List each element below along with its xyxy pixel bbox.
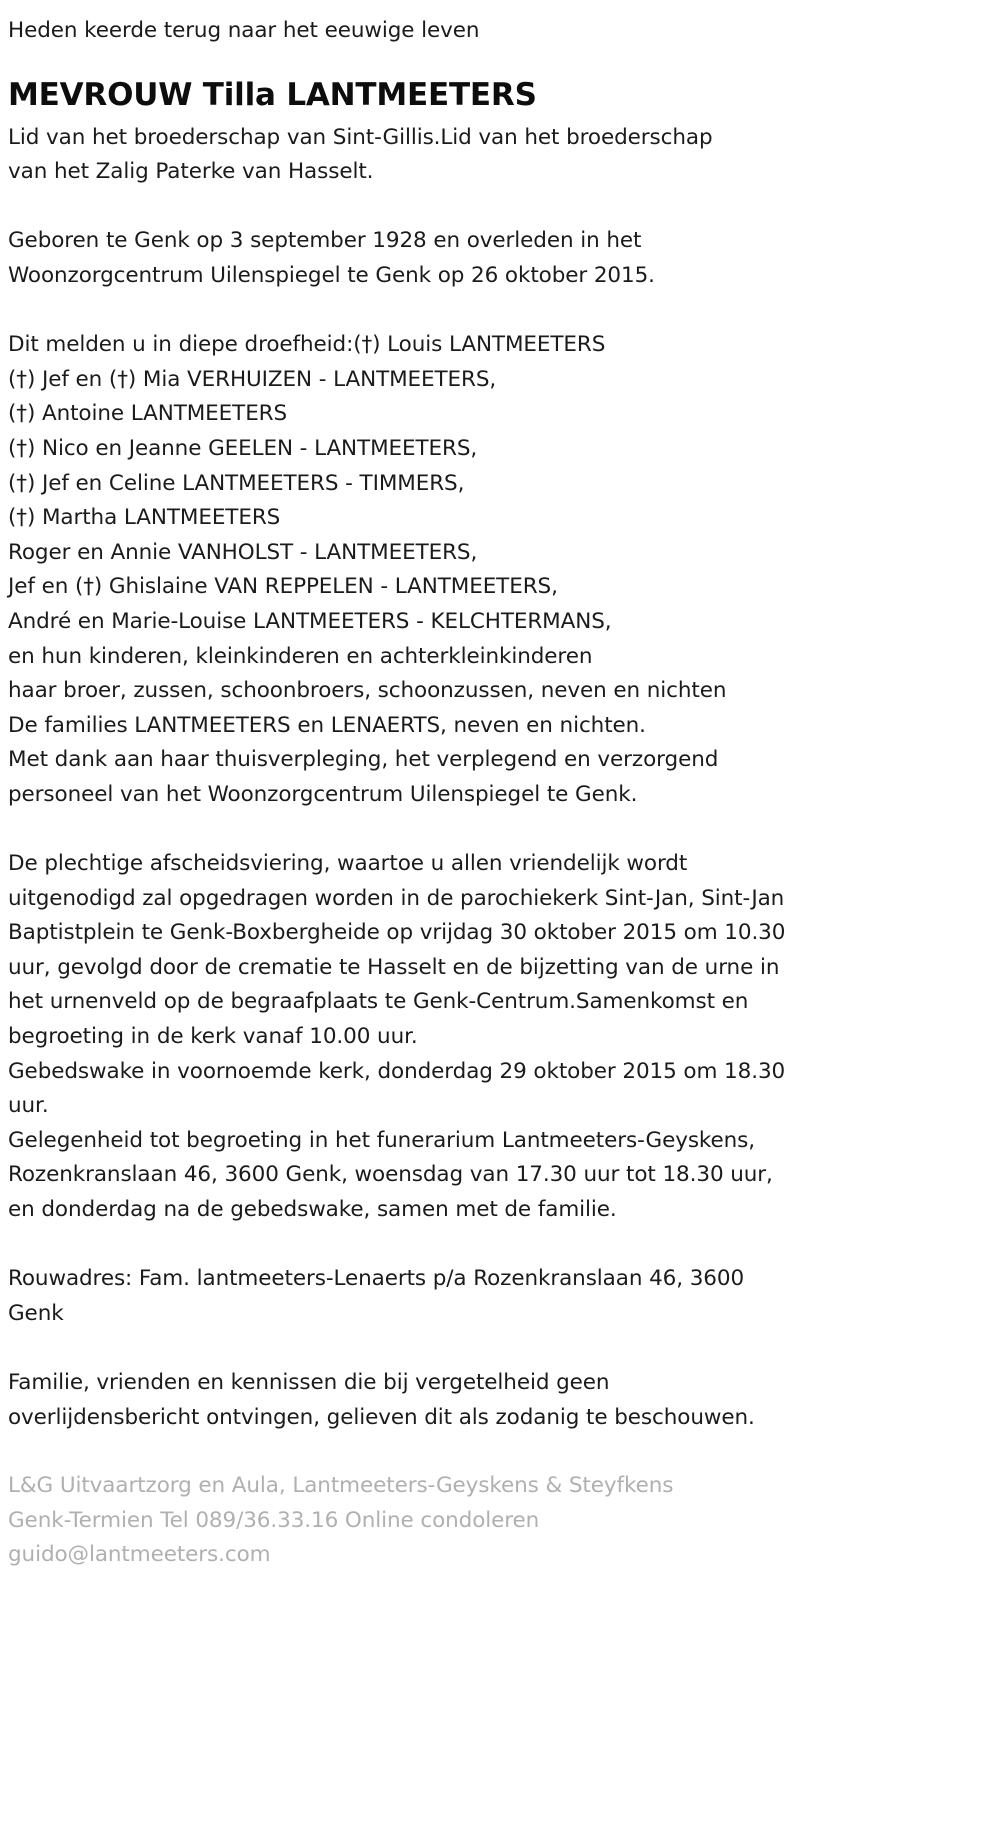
family-line: personeel van het Woonzorgcentrum Uilenspiegel te Genk. [8, 781, 638, 807]
paragraph-spacer [8, 294, 870, 329]
deceased-name: MEVROUW Tilla LANTMEETERS [8, 76, 537, 113]
ceremony-line: en donderdag na de gebedswake, samen met de familie. [8, 1197, 617, 1222]
ceremony-line: uitgenodigd zal opgedragen worden in de parochiekerk Sint-Jan, Sint-Jan [8, 885, 785, 911]
ceremony-line: het urnenveld op de begraafplaats te Genk-Centrum.Samenkomst en [8, 989, 749, 1015]
footer-email[interactable]: guido@lantmeeters.com [8, 1542, 271, 1568]
footer-line: L&G Uitvaartzorg en Aula, Lantmeeters-Geyskens & Steyfkens [8, 1473, 674, 1499]
intro-line: Heden keerde terug naar het eeuwige leven [8, 18, 480, 43]
ceremony-line: Gebedswake in voornoemde kerk, donderdag 29 oktober 2015 om 18.30 [8, 1058, 786, 1084]
birth-death-block [8, 224, 870, 293]
funeral-home-footer [8, 1469, 870, 1573]
family-line: Dit melden u in diepe droefheid:(†) Louis LANTMEETERS [8, 332, 606, 358]
mourning-address-line: Genk [8, 1300, 64, 1326]
family-line: De families LANTMEETERS en LENAERTS, neven en nichten. [8, 712, 646, 738]
family-line: (†) Martha LANTMEETERS [8, 505, 281, 531]
family-line: Roger en Annie VANHOLST - LANTMEETERS, [8, 539, 478, 565]
paragraph-spacer [8, 1228, 870, 1263]
family-line: (†) Antoine LANTMEETERS [8, 401, 288, 427]
paragraph-spacer [8, 1331, 870, 1366]
ceremony-line: uur, gevolgd door de crematie te Hasselt en de bijzetting van de urne in [8, 954, 780, 980]
family-line: Jef en (†) Ghislaine VAN REPPELEN - LANTMEETERS, [8, 574, 558, 600]
obituary-notice [8, 14, 870, 1573]
family-line: (†) Nico en Jeanne GEELEN - LANTMEETERS, [8, 435, 478, 461]
footer-line: Genk-Termien Tel 089/36.33.16 Online condoleren [8, 1507, 540, 1533]
ceremony-line: begroeting in de kerk vanaf 10.00 uur. [8, 1024, 418, 1050]
family-line: Met dank aan haar thuisverpleging, het verplegend en verzorgend [8, 747, 719, 773]
family-line: (†) Jef en Celine LANTMEETERS - TIMMERS, [8, 470, 465, 496]
closing-block [8, 1366, 870, 1435]
brotherhood-block [8, 121, 870, 190]
ceremony-line: uur. [8, 1093, 49, 1119]
family-line: en hun kinderen, kleinkinderen en achterkleinkinderen [8, 643, 593, 669]
ceremony-line: Gelegenheid tot begroeting in het funerarium Lantmeeters-Geyskens, [8, 1127, 756, 1153]
ceremony-block [8, 847, 870, 1228]
closing-line: overlijdensbericht ontvingen, gelieven dit als zodanig te beschouwen. [8, 1404, 755, 1430]
family-block [8, 328, 870, 812]
brotherhood-line: Lid van het broederschap van Sint-Gillis.Lid van het broederschap [8, 124, 713, 150]
ceremony-line: Rozenkranslaan 46, 3600 Genk, woensdag van 17.30 uur tot 18.30 uur, [8, 1162, 773, 1188]
mourning-address-block [8, 1262, 870, 1331]
ceremony-line: Baptistplein te Genk-Boxbergheide op vrijdag 30 oktober 2015 om 10.30 [8, 920, 786, 946]
birth-death-line: Geboren te Genk op 3 september 1928 en overleden in het [8, 228, 642, 254]
paragraph-spacer [8, 812, 870, 847]
paragraph-spacer [8, 190, 870, 225]
ceremony-line: De plechtige afscheidsviering, waartoe u allen vriendelijk wordt [8, 851, 688, 877]
family-line: haar broer, zussen, schoonbroers, schoonzussen, neven en nichten [8, 678, 727, 704]
brotherhood-line: van het Zalig Paterke van Hasselt. [8, 159, 374, 185]
closing-line: Familie, vrienden en kennissen die bij vergetelheid geen [8, 1369, 610, 1395]
mourning-address-line: Rouwadres: Fam. lantmeeters-Lenaerts p/a Rozenkranslaan 46, 3600 [8, 1266, 745, 1292]
birth-death-line: Woonzorgcentrum Uilenspiegel te Genk op 26 oktober 2015. [8, 262, 655, 288]
family-line: André en Marie-Louise LANTMEETERS - KELCHTERMANS, [8, 608, 612, 634]
family-line: (†) Jef en (†) Mia VERHUIZEN - LANTMEETERS, [8, 366, 497, 392]
